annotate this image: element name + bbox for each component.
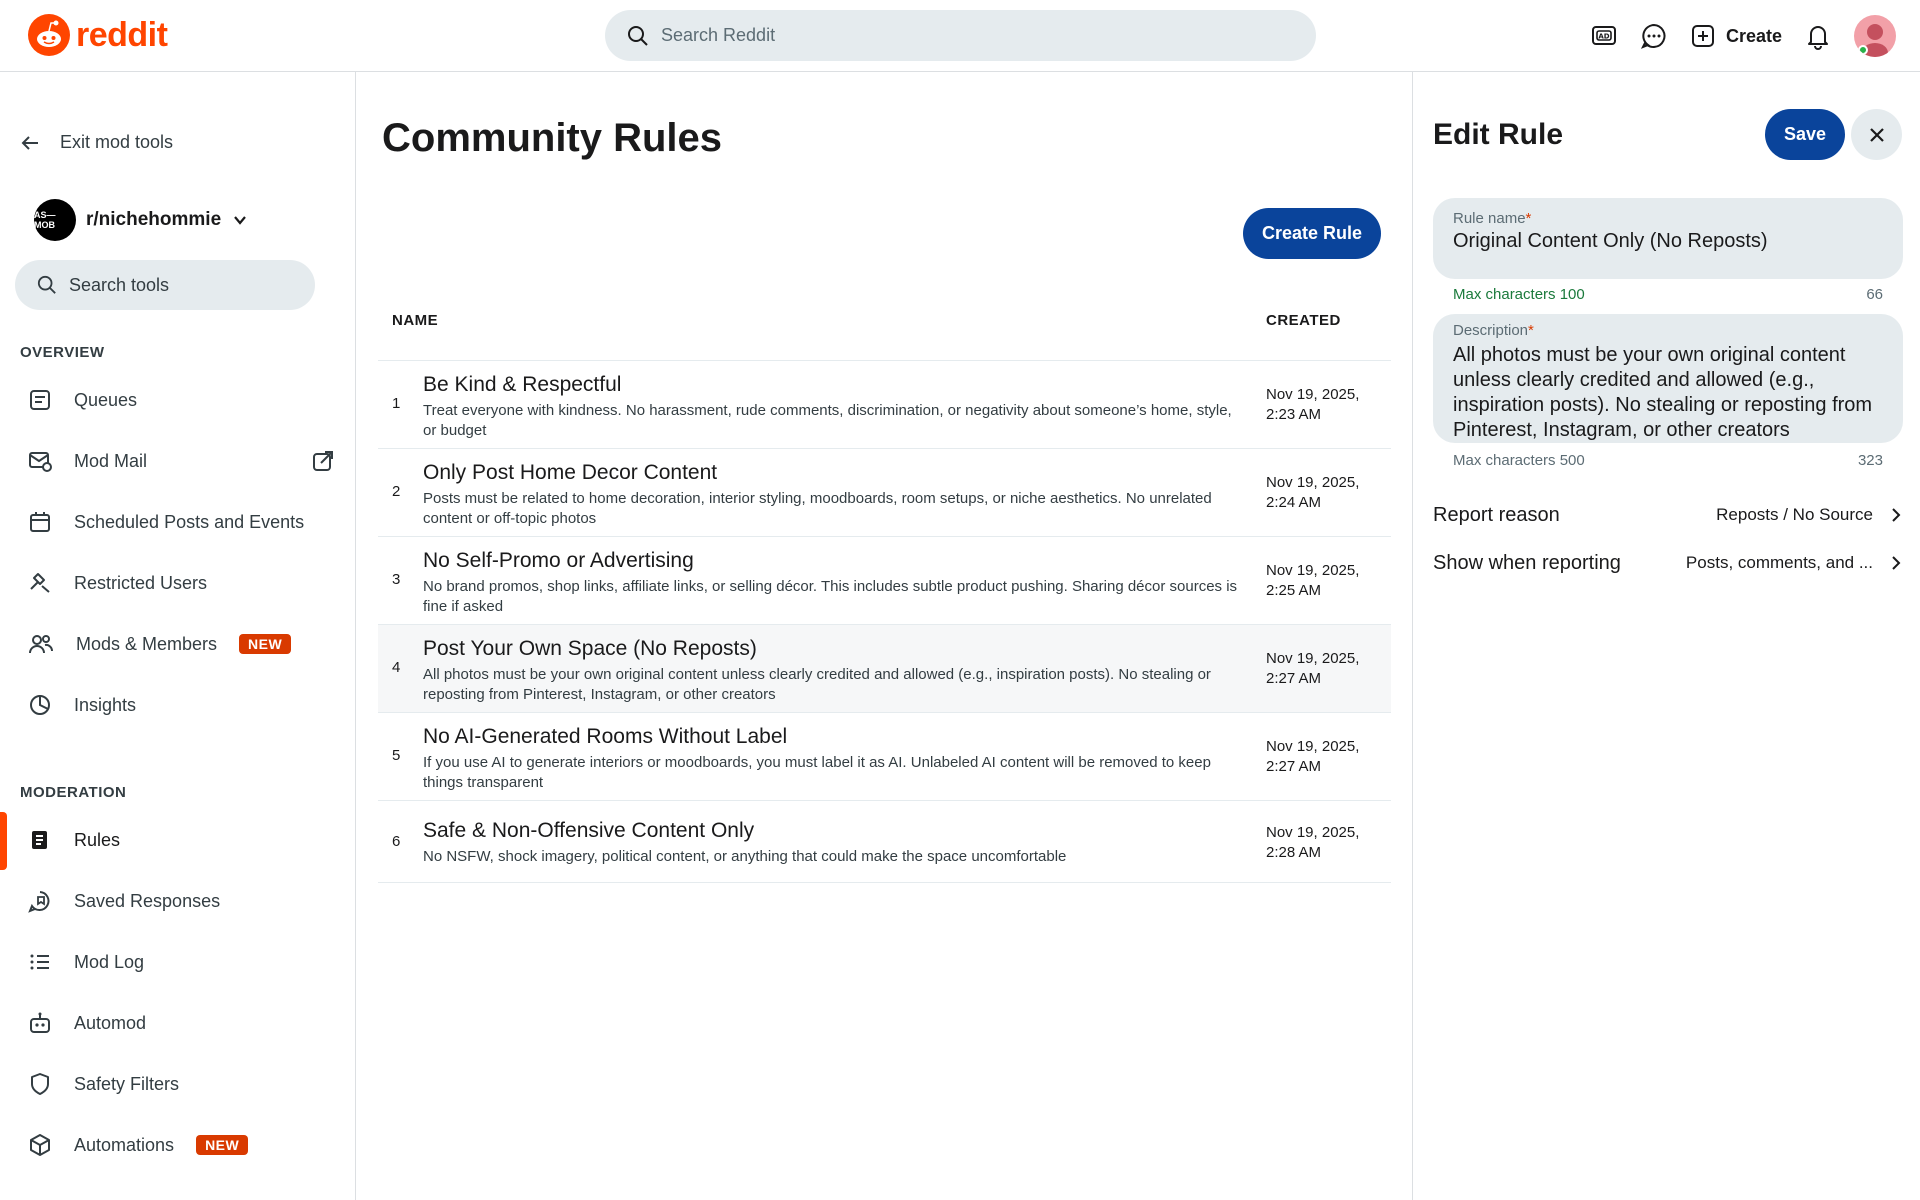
sidebar-item-label: Insights xyxy=(74,694,137,715)
rule-name: Be Kind & Respectful xyxy=(423,373,622,396)
report-reason-row[interactable] xyxy=(1433,500,1903,530)
external-link-icon[interactable] xyxy=(312,450,334,472)
reddit-snoo-icon xyxy=(28,14,70,56)
chevron-right-icon xyxy=(1889,506,1903,524)
exit-mod-tools-link[interactable] xyxy=(20,132,173,153)
logo-wordmark: reddit xyxy=(76,15,168,54)
rule-description: If you use AI to generate interiors or moodboards, you must label it as AI. Unlabeled AI content will be removed to keep things transparent xyxy=(423,754,1211,791)
mod-tools-sidebar xyxy=(0,72,356,1200)
rule-created-date: Nov 19, 2025, 2:27 AM xyxy=(1266,650,1360,687)
rule-name-field[interactable] xyxy=(1433,198,1903,279)
rule-description: Posts must be related to home decoration, interior styling, moodboards, room setups, or niche aesthetics. No unrelated content or off-topic photos xyxy=(423,490,1212,527)
rule-number: 5 xyxy=(392,747,401,764)
main-content xyxy=(356,72,1412,1200)
sidebar-item-restricted-users[interactable] xyxy=(0,555,356,611)
table-row[interactable] xyxy=(378,449,1391,537)
header-actions xyxy=(1590,14,1896,58)
advertise-icon[interactable] xyxy=(1590,22,1618,50)
table-row-selected[interactable] xyxy=(378,625,1391,713)
column-header-name: NAME xyxy=(392,312,439,329)
sidebar-item-mod-mail[interactable] xyxy=(0,433,356,489)
overview-section-label: OVERVIEW xyxy=(20,344,105,361)
mail-icon xyxy=(28,449,52,473)
rule-name-char-count: 66 xyxy=(1866,286,1883,303)
show-when-reporting-value: Posts, comments, and ... xyxy=(1685,553,1873,572)
rule-description: Treat everyone with kindness. No harassment, rude comments, discrimination, or negativity about someone’s home, style, or budget xyxy=(423,402,1232,439)
robot-icon xyxy=(28,1011,52,1035)
online-status-dot xyxy=(1858,45,1868,55)
rule-name-max-chars: Max characters 100 xyxy=(1453,286,1585,303)
rule-description: No brand promos, shop links, affiliate links, or selling décor. This includes subtle product pushing. Sharing décor sources is fine if asked xyxy=(423,578,1238,615)
description-label: Description* xyxy=(1453,322,1534,339)
description-field[interactable] xyxy=(1433,314,1903,443)
sidebar-item-saved-responses[interactable] xyxy=(0,873,356,929)
community-selector[interactable] xyxy=(34,199,249,241)
top-header xyxy=(0,0,1920,72)
shield-icon xyxy=(28,1072,52,1096)
search-tools-input[interactable] xyxy=(15,260,315,310)
search-icon xyxy=(627,25,649,47)
sidebar-item-label: Mod Log xyxy=(74,951,145,972)
sidebar-item-insights[interactable] xyxy=(0,677,356,733)
rule-number: 1 xyxy=(392,395,401,412)
close-icon xyxy=(1868,126,1886,144)
rule-created-date: Nov 19, 2025, 2:24 AM xyxy=(1266,474,1360,511)
saved-responses-icon xyxy=(28,889,52,913)
sidebar-item-automations[interactable] xyxy=(0,1117,356,1173)
pie-chart-icon xyxy=(28,693,52,717)
rule-name-label: Rule name* xyxy=(1453,210,1532,227)
chat-icon[interactable] xyxy=(1640,22,1668,50)
description-max-chars: Max characters 500 xyxy=(1453,452,1585,469)
rule-name: No AI-Generated Rooms Without Label xyxy=(423,725,788,748)
rule-created-date: Nov 19, 2025, 2:27 AM xyxy=(1266,738,1360,775)
sidebar-item-label: Safety Filters xyxy=(74,1073,180,1094)
description-value[interactable]: All photos must be your own original content unless clearly credited and allowed (e.g., inspiration posts). No stealing or reposting from Pinterest, Instagram, or other creators xyxy=(1453,344,1873,441)
calendar-icon xyxy=(28,510,52,534)
arrow-left-icon xyxy=(20,133,40,153)
sidebar-item-scheduled-posts[interactable] xyxy=(0,494,356,550)
rule-name-value[interactable]: Original Content Only (No Reposts) xyxy=(1453,230,1768,252)
rules-icon xyxy=(28,828,52,852)
chevron-down-icon xyxy=(231,211,249,229)
notification-bell-icon[interactable] xyxy=(1804,22,1832,50)
show-when-reporting-label: Show when reporting xyxy=(1433,551,1621,574)
table-row[interactable] xyxy=(378,801,1391,883)
create-post-button[interactable] xyxy=(1690,23,1782,49)
new-badge: NEW xyxy=(196,1135,248,1155)
plus-square-icon xyxy=(1690,23,1716,49)
report-reason-label: Report reason xyxy=(1433,503,1560,526)
sidebar-item-automod[interactable] xyxy=(0,995,356,1051)
queue-icon xyxy=(28,388,52,412)
sidebar-item-label: Automod xyxy=(74,1012,147,1033)
edit-rule-panel xyxy=(1412,72,1920,1200)
sidebar-item-mods-members[interactable] xyxy=(0,616,356,672)
sidebar-item-rules[interactable] xyxy=(0,812,356,868)
search-placeholder: Search Reddit xyxy=(661,25,776,45)
rule-name: No Self-Promo or Advertising xyxy=(423,549,694,572)
new-badge: NEW xyxy=(239,634,291,654)
description-hint xyxy=(1453,452,1883,469)
rule-created-date: Nov 19, 2025, 2:23 AM xyxy=(1266,386,1360,423)
sidebar-item-label: Saved Responses xyxy=(74,890,221,911)
hammer-icon xyxy=(28,571,52,595)
rule-name-hint xyxy=(1453,286,1883,303)
rule-description: All photos must be your own original content unless clearly credited and allowed (e.g., inspiration posts). No stealing or reposting from Pinterest, Instagram, or other creators xyxy=(423,666,1211,703)
create-rule-button[interactable]: Create Rule xyxy=(1243,208,1381,259)
rule-created-date: Nov 19, 2025, 2:28 AM xyxy=(1266,824,1360,861)
sidebar-item-label: Automations xyxy=(74,1134,175,1155)
rule-description: No NSFW, shock imagery, political content, or anything that could make the space uncomfortable xyxy=(423,848,1067,865)
community-name: r/nichehommie xyxy=(86,209,222,230)
panel-title: Edit Rule xyxy=(1433,118,1564,151)
sidebar-item-label: Rules xyxy=(74,829,121,850)
sidebar-item-label: Restricted Users xyxy=(74,572,208,593)
rule-number: 3 xyxy=(392,571,401,588)
sidebar-item-mod-log[interactable] xyxy=(0,934,356,990)
reddit-logo[interactable] xyxy=(28,14,167,56)
report-reason-value: Reposts / No Source xyxy=(1716,505,1873,524)
members-icon xyxy=(28,632,54,656)
page-title: Community Rules xyxy=(382,116,723,160)
rule-created-date: Nov 19, 2025, 2:25 AM xyxy=(1266,562,1360,599)
rule-number: 6 xyxy=(392,833,401,850)
table-row[interactable] xyxy=(378,537,1391,625)
create-label: Create xyxy=(1725,25,1782,46)
sidebar-item-label: Mod Mail xyxy=(74,450,148,471)
description-char-count: 323 xyxy=(1857,452,1883,469)
cube-icon xyxy=(28,1133,52,1157)
moderation-section-label: MODERATION xyxy=(20,784,127,801)
community-avatar: AS—MOB xyxy=(34,199,76,241)
rule-name: Only Post Home Decor Content xyxy=(423,461,718,484)
sidebar-item-label: Queues xyxy=(74,389,138,410)
exit-label: Exit mod tools xyxy=(60,132,174,152)
search-reddit-input[interactable] xyxy=(605,10,1316,61)
table-row[interactable] xyxy=(378,713,1391,801)
rules-table xyxy=(378,360,1391,883)
svg-text:AD: AD xyxy=(1598,32,1610,41)
chevron-right-icon xyxy=(1889,554,1903,572)
active-indicator xyxy=(0,812,7,870)
sidebar-item-queues[interactable] xyxy=(0,372,356,428)
rule-name: Safe & Non-Offensive Content Only xyxy=(423,819,755,842)
list-icon xyxy=(28,950,52,974)
show-when-reporting-row[interactable] xyxy=(1433,548,1903,578)
rule-number: 2 xyxy=(392,483,401,500)
close-button[interactable] xyxy=(1851,109,1902,160)
rule-name: Post Your Own Space (No Reposts) xyxy=(423,637,757,660)
sidebar-item-safety-filters[interactable] xyxy=(0,1056,356,1112)
sidebar-item-label: Scheduled Posts and Events xyxy=(74,511,305,532)
search-tools-placeholder: Search tools xyxy=(69,274,170,295)
table-row[interactable] xyxy=(378,361,1391,449)
rule-number: 4 xyxy=(392,659,401,676)
sidebar-item-label: Mods & Members xyxy=(76,633,218,654)
save-button[interactable]: Save xyxy=(1765,109,1845,160)
search-icon xyxy=(37,275,57,295)
column-header-created: CREATED xyxy=(1266,312,1341,329)
user-avatar[interactable] xyxy=(1854,15,1896,57)
